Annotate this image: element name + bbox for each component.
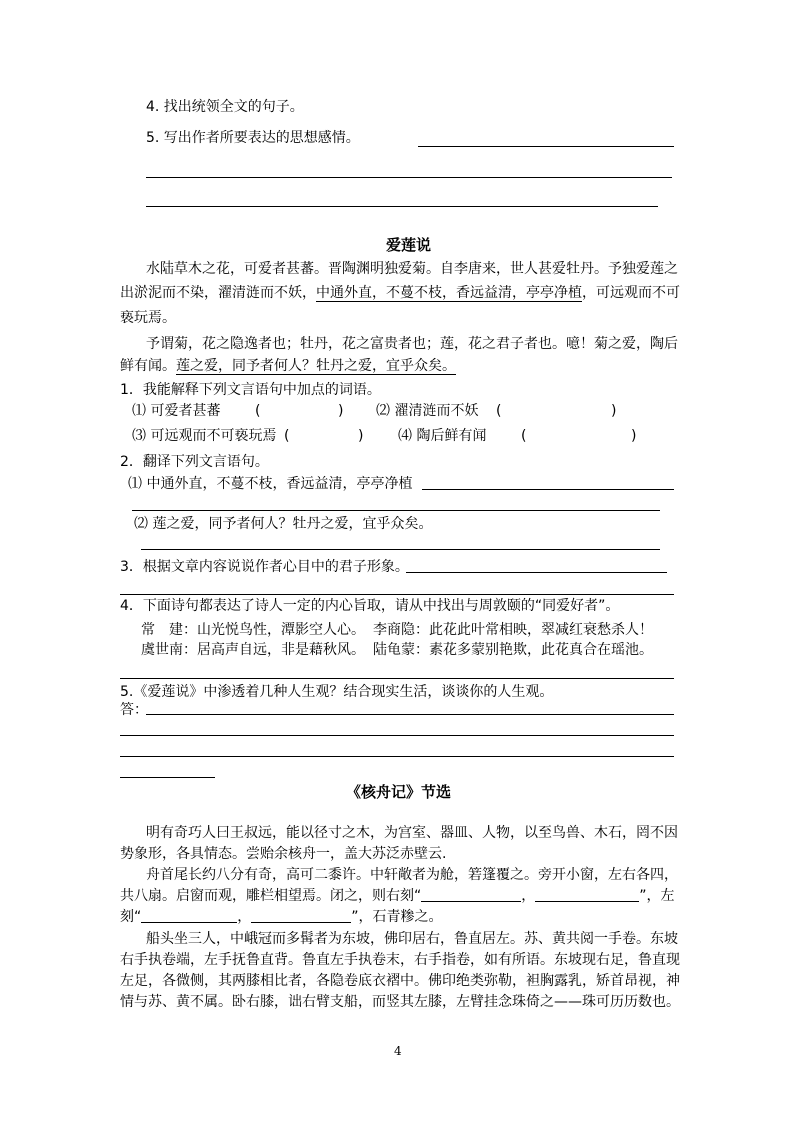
passage-line <box>120 356 456 376</box>
passage-text: ， <box>237 909 252 925</box>
underlined-sentence: 莲之爱，同予者何人？牡丹之爱，宜乎众矣。 <box>176 358 456 374</box>
question-1-item-4: ⑷ 陶后鲜有闻 <box>398 428 487 444</box>
poem-line: 常 建：山光悦鸟性，潭影空人心。 <box>141 622 365 638</box>
fill-blank[interactable] <box>421 887 521 902</box>
paren-open: ( <box>255 403 261 419</box>
passage-line <box>120 907 443 927</box>
answer-line[interactable] <box>406 572 667 573</box>
answer-line[interactable] <box>146 177 672 178</box>
question-1-item-1: ⑴ 可爱者甚蕃 <box>132 403 221 419</box>
answer-line[interactable] <box>146 714 674 715</box>
paren-open: ( <box>284 428 290 444</box>
answer-line[interactable] <box>120 735 674 736</box>
answer-line[interactable] <box>141 549 660 550</box>
passage-line: 水陆草木之花，可爱者甚蕃。晋陶渊明独爱菊。自李唐来，世人甚爱牡丹。予独爱莲之 <box>146 261 678 277</box>
fill-blank[interactable] <box>535 887 639 902</box>
passage-text: ，可远观而不可 <box>582 285 680 301</box>
paren-close: ) <box>611 403 617 419</box>
question-2-title: 2．翻译下列文言语句。 <box>120 454 269 470</box>
passage-text: 鲜有闻。 <box>120 358 176 374</box>
question-1-item-2: ⑵ 濯清涟而不妖 <box>376 403 479 419</box>
section-title-ailianshuo: 爱莲说 <box>386 236 432 254</box>
answer-line[interactable] <box>120 678 674 679</box>
answer-line[interactable] <box>422 489 674 490</box>
question-4-title: 4．下面诗句都表达了诗人一定的内心旨取，请从中找出与周敦颐的“同爱好者”。 <box>120 598 620 614</box>
passage-text: 共八扇。启窗而观，雕栏相望焉。闭之，则右刻“ <box>120 888 422 904</box>
passage-text: 出淤泥而不染，濯清涟而不妖， <box>120 285 316 301</box>
underlined-sentence: 中通外直，不蔓不枝，香远益清，亭亭净植 <box>316 285 582 301</box>
passage-line: 右手执卷端，左手抚鲁直背。鲁直左手执卷末，右手指卷，如有所语。东坡现右足，鲁直现 <box>120 952 680 968</box>
paren-open: ( <box>521 428 527 444</box>
poem-line: 虞世南：居高声自远，非是藉秋风。 <box>141 642 365 658</box>
passage-line: 明有奇巧人曰王叔远，能以径寸之木，为宫室、器皿、人物，以至鸟兽、木石，罔不因 <box>146 825 678 841</box>
answer-line[interactable] <box>146 206 658 207</box>
question-2-item-1: ⑴ 中通外直，不蔓不枝，香远益清，亭亭净植 <box>128 476 413 492</box>
paren-close: ) <box>358 428 364 444</box>
question-4-top: 4. 找出统领全文的句子。 <box>146 99 304 115</box>
passage-text: ”，左 <box>639 888 675 904</box>
answer-line[interactable] <box>132 510 660 511</box>
question-5: 5.《爱莲说》中渗透着几种人生观？结合现实生活，谈谈你的人生观。 <box>120 684 554 700</box>
fill-blank[interactable] <box>141 908 237 923</box>
paren-close: ) <box>338 403 344 419</box>
poem-line: 陆龟蒙：素花多蒙别艳欺，此花真合在瑶池。 <box>373 642 653 658</box>
question-2-item-2: ⑵ 莲之爱，同予者何人？牡丹之爱，宜乎众矣。 <box>134 516 433 532</box>
passage-line <box>120 886 675 906</box>
passage-line: 势象形，各具情态。尝贻余核舟一，盖大苏泛赤壁云. <box>120 846 447 862</box>
question-1-title: 1．我能解释下列文言语句中加点的词语。 <box>120 382 381 398</box>
fill-blank[interactable] <box>251 908 351 923</box>
passage-text: ”，石青糁之。 <box>351 909 443 925</box>
page-number: 4 <box>394 1044 402 1058</box>
answer-label: 答： <box>120 702 148 718</box>
passage-text: 刻“ <box>120 909 142 925</box>
answer-line[interactable] <box>120 594 674 595</box>
question-5-top: 5. 写出作者所要表达的思想感情。 <box>146 130 360 146</box>
paren-close: ) <box>631 428 637 444</box>
passage-line: 情与苏、黄不属。卧右膝，诎右臂支船，而竖其左膝，左臂挂念珠倚之——珠可历历数也。 <box>120 994 680 1010</box>
answer-line[interactable] <box>418 146 674 147</box>
question-3: 3．根据文章内容说说作者心目中的君子形象。 <box>120 559 409 575</box>
section-title-hezhouji: 《核舟记》节选 <box>346 783 452 801</box>
passage-line <box>120 283 680 303</box>
question-1-item-3: ⑶ 可远观而不可亵玩焉 <box>132 428 277 444</box>
passage-line: 船头坐三人，中峨冠而多髯者为东坡，佛印居右，鲁直居左。苏、黄共阅一手卷。东坡 <box>146 931 678 947</box>
passage-text: ， <box>521 888 536 904</box>
passage-line: 左足，各微侧，其两膝相比者，各隐卷底衣褶中。佛印绝类弥勒，袒胸露乳，矫首昂视，神 <box>120 973 680 989</box>
paren-open: ( <box>496 403 502 419</box>
passage-line: 亵玩焉。 <box>120 310 176 326</box>
answer-line[interactable] <box>120 756 674 757</box>
poem-line: 李商隐：此花此叶常相映，翠减红衰愁杀人！ <box>373 622 653 638</box>
answer-line[interactable] <box>120 777 215 778</box>
passage-line: 予谓菊，花之隐逸者也；牡丹，花之富贵者也；莲，花之君子者也。噫！菊之爱，陶后 <box>146 336 678 352</box>
passage-line: 舟首尾长约八分有奇，高可二黍许。中轩敞者为舱，箬篷覆之。旁开小窗，左右各四， <box>146 867 678 883</box>
